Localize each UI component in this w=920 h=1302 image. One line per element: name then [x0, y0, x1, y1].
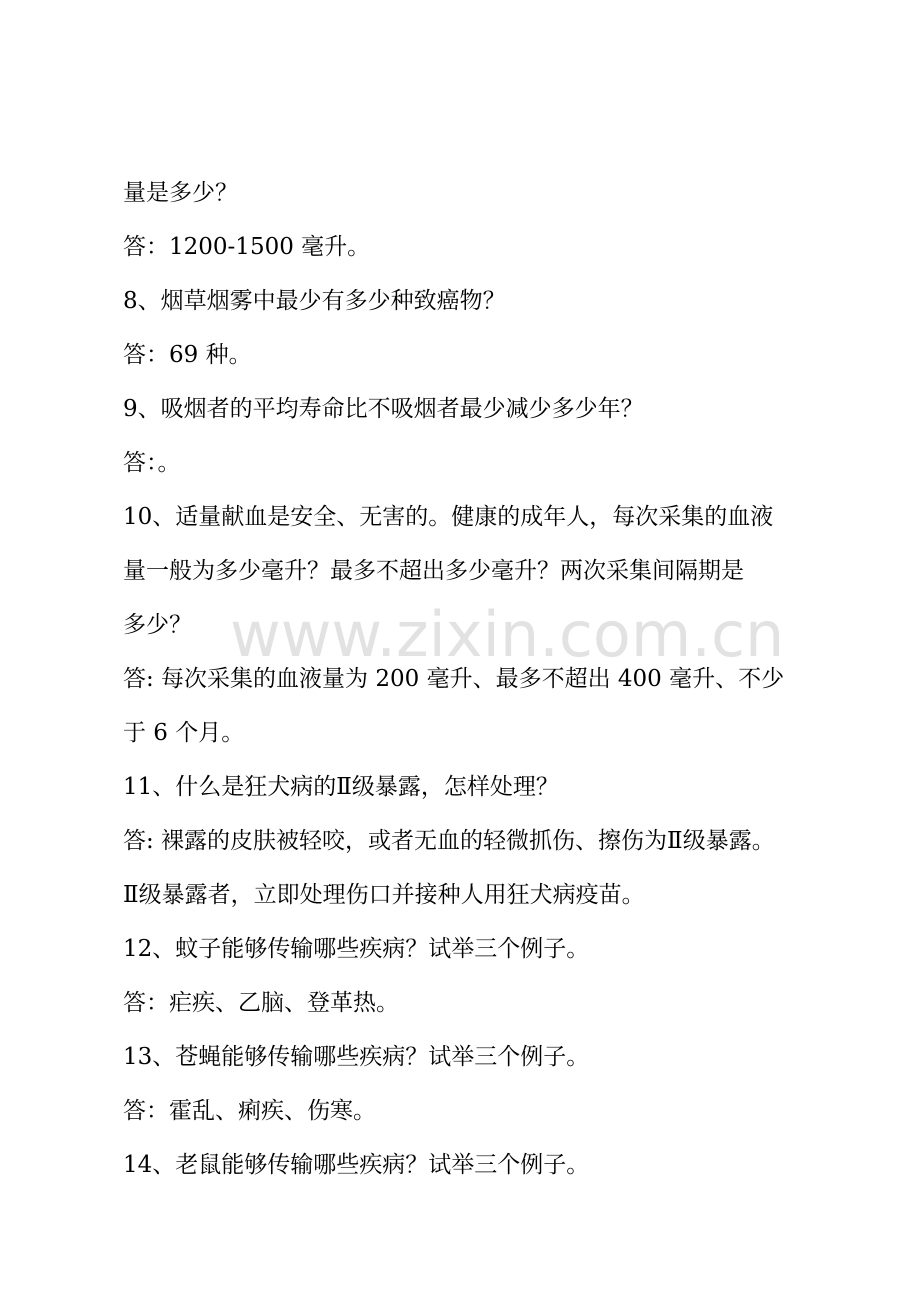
text-line: 量是多少？: [123, 180, 238, 206]
text-line: Ⅱ级暴露者，立即处理伤口并接种人用狂犬病疫苗。: [123, 882, 645, 908]
text-line: 12、蚊子能够传输哪些疾病？试举三个例子。: [123, 936, 590, 962]
text-line: 答：1200-1500 毫升。: [123, 234, 371, 260]
text-line: 答：疟疾、乙脑、登革热。: [123, 990, 399, 1016]
text-line: 10、适量献血是安全、无害的。健康的成年人，每次采集的血液: [123, 504, 774, 530]
text-line: 11、什么是狂犬病的Ⅱ级暴露，怎样处理？: [123, 774, 559, 800]
text-line: 答：。: [123, 450, 181, 476]
document-body: [123, 166, 823, 1192]
text-line: 8、烟草烟雾中最少有多少种致癌物？: [123, 288, 506, 314]
text-line: 答：69 种。: [123, 342, 252, 368]
text-line: 答：霍乱、痢疾、伤寒。: [123, 1098, 376, 1124]
text-line: 于 6 个月。: [123, 720, 245, 746]
text-line: 13、苍蝇能够传输哪些疾病？试举三个例子。: [123, 1044, 590, 1070]
text-line: 答: 每次采集的血液量为 200 毫升、最多不超出 400 毫升、不少: [123, 666, 785, 692]
text-line: 量一般为多少毫升？最多不超出多少毫升？两次采集间隔期是: [123, 558, 744, 584]
watermark: www.zixin.com.cn: [230, 598, 785, 671]
text-line: 答: 裸露的皮肤被轻咬，或者无血的轻微抓伤、擦伤为Ⅱ级暴露。: [123, 828, 775, 854]
text-line: 14、老鼠能够传输哪些疾病？试举三个例子。: [123, 1152, 590, 1178]
text-line: 9、吸烟者的平均寿命比不吸烟者最少减少多少年？: [123, 396, 644, 422]
text-line: 多少？: [123, 612, 192, 638]
